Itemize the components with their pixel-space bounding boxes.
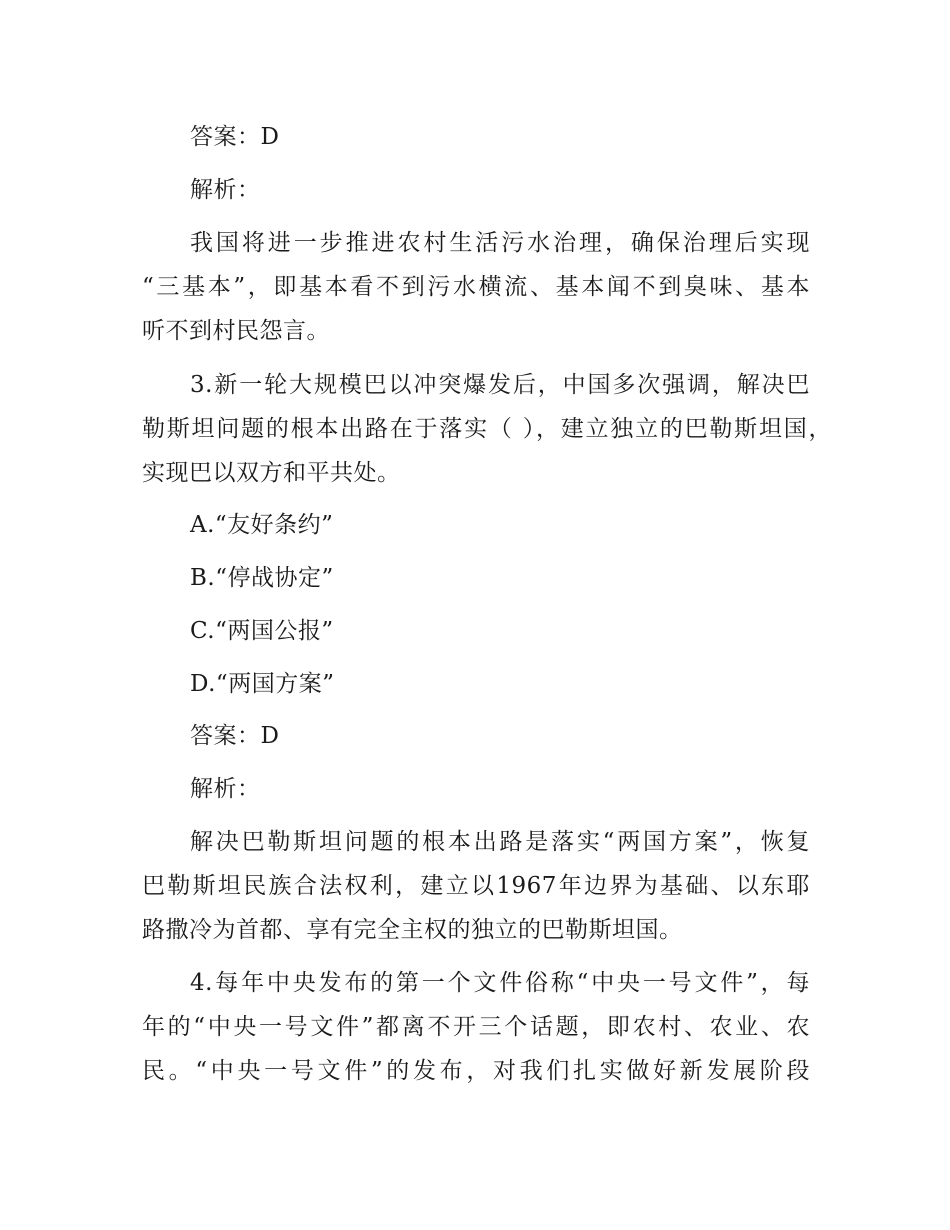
q4-question-line-3: 民。“中央一号文件”的发布，对我们扎实做好新发展阶段 [142,1058,810,1084]
q4-question-line-2: 年的“中央一号文件”都离不开三个话题，即农村、农业、农 [142,1014,810,1040]
q3-answer: 答案：D [190,723,280,749]
q2-analysis-label: 解析： [190,177,261,203]
q3-option-b: B.“停战协定” [190,565,334,591]
q3-analysis-line-3: 路撒冷为首都、享有完全主权的独立的巴勒斯坦国。 [142,917,683,943]
q2-analysis-line-1: 我国将进一步推进农村生活污水治理，确保治理后实现 [190,230,810,256]
q3-analysis-label: 解析： [190,776,261,802]
q3-question-line-1: 3.新一轮大规模巴以冲突爆发后，中国多次强调，解决巴 [190,372,810,398]
q4-question-line-1: 4.每年中央发布的第一个文件俗称“中央一号文件”，每 [190,970,810,996]
q3-analysis-line-2: 巴勒斯坦民族合法权利，建立以1967年边界为基础、以东耶 [142,873,810,899]
q2-answer: 答案：D [190,124,280,150]
q3-option-c: C.“两国公报” [190,618,334,644]
q3-option-a: A.“友好条约” [190,512,334,538]
q3-analysis-line-1: 解决巴勒斯坦问题的根本出路是落实“两国方案”，恢复 [190,829,810,855]
q3-question-line-3: 实现巴以双方和平共处。 [142,460,401,486]
q2-analysis-line-2: “三基本”，即基本看不到污水横流、基本闻不到臭味、基本 [142,274,810,300]
q2-analysis-line-3: 听不到村民怨言。 [142,318,330,344]
q3-question-line-2: 勒斯坦问题的根本出路在于落实（ ），建立独立的巴勒斯坦国， [142,416,832,442]
q3-option-d: D.“两国方案” [190,671,335,697]
